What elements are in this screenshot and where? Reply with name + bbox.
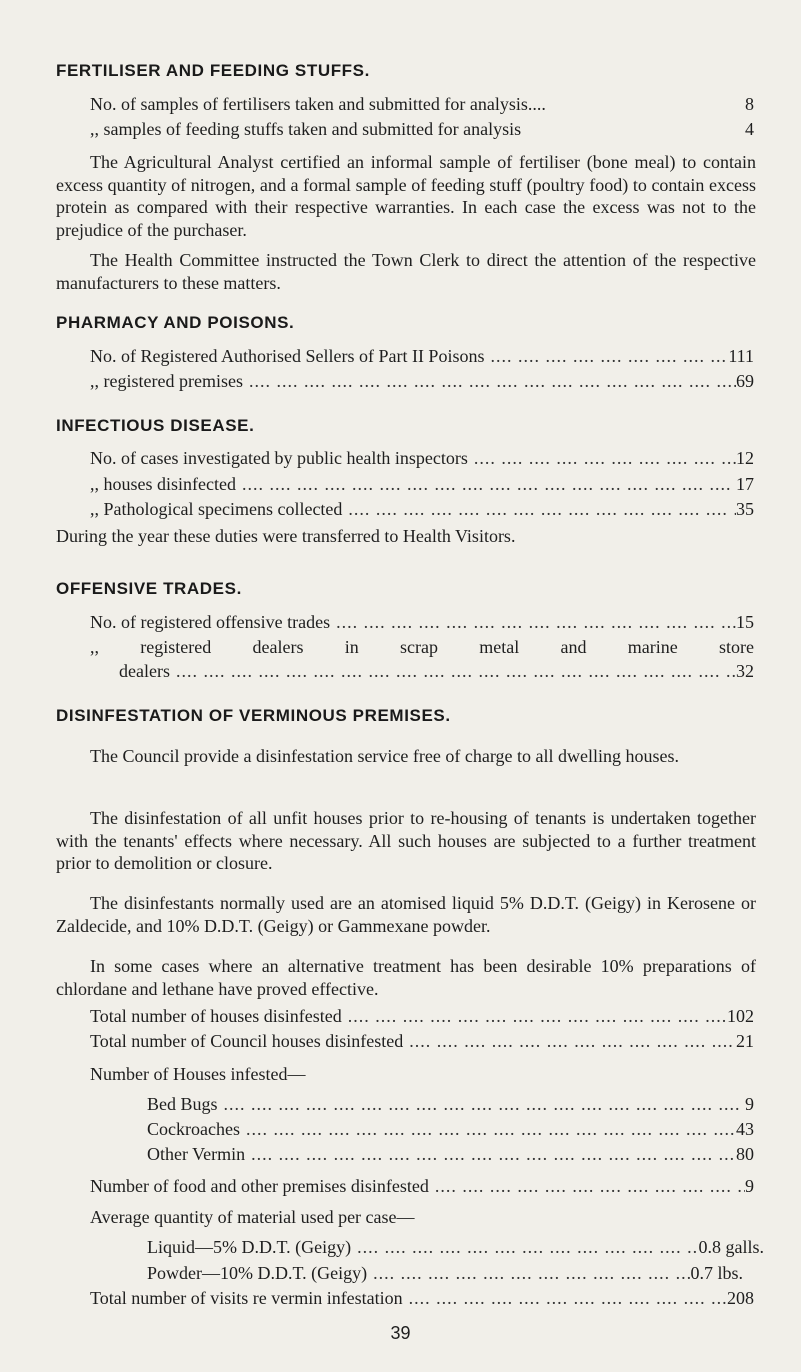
row-value: 69: [736, 371, 754, 391]
row-value: 208: [727, 1288, 754, 1308]
leader-dots: [403, 1287, 727, 1309]
row-scrap-dealers-line1: ,, registered dealers in scrap metal and marine store: [90, 637, 754, 657]
infested-title: Number of Houses infested—: [90, 1064, 306, 1084]
page-number: 39: [390, 1323, 411, 1343]
row-value: 17: [736, 474, 754, 494]
paragraph-analyst: The Agricultural Analyst certified an informal sample of fertiliser (bone meal) to contain excess quantity of nitrogen, and a formal sample of feeding stuff (poultry food) to contain excess protein as compared with their respective warranties. In each case the excess was not to the prejudice of the purchaser.: [56, 152, 756, 240]
row-label: No. of cases investigated by public health inspectors: [90, 448, 468, 468]
leader-dots: [170, 660, 736, 682]
row-label: dealers: [119, 661, 170, 681]
paragraph-service: The Council provide a disinfestation service free of charge to all dwelling houses.: [90, 746, 679, 766]
row-scrap-dealers: [119, 660, 754, 682]
row-other-vermin: [147, 1143, 754, 1165]
row-label: Other Vermin: [147, 1144, 246, 1164]
leader-dots: [240, 1118, 736, 1140]
row-total-houses: [90, 1005, 754, 1027]
row-food-premises: [90, 1175, 754, 1197]
row-value: 9: [745, 1094, 754, 1114]
row-label: ,, houses disinfected: [90, 474, 236, 494]
row-label: No. of registered offensive trades: [90, 612, 331, 632]
row-label: No. of samples of fertilisers taken and submitted for analysis....: [90, 94, 546, 114]
row-value: 0.8 galls.: [698, 1237, 764, 1257]
row-offensive-trades: [90, 611, 754, 633]
row-pathological-specimens: [90, 498, 754, 520]
leader-dots: [468, 447, 736, 469]
heading-pharmacy: PHARMACY AND POISONS.: [56, 313, 295, 332]
row-label: Total number of houses disinfested: [90, 1006, 342, 1026]
row-value: 0.7 lbs.: [690, 1263, 743, 1283]
row-label: Total number of Council houses disinfested: [90, 1031, 404, 1051]
row-powder: [147, 1262, 743, 1284]
row-cockroaches: [147, 1118, 754, 1140]
row-fertiliser-samples: [90, 93, 754, 115]
row-value: 32: [736, 661, 754, 681]
heading-infectious: INFECTIOUS DISEASE.: [56, 416, 255, 435]
row-value: 21: [736, 1031, 754, 1051]
row-cases-investigated: [90, 447, 754, 469]
leader-dots: [429, 1175, 745, 1197]
average-title: Average quantity of material used per case—: [90, 1207, 415, 1227]
heading-disinfestation: DISINFESTATION OF VERMINOUS PREMISES.: [56, 706, 451, 725]
leader-dots: [342, 1005, 727, 1027]
row-value: 9: [745, 1176, 754, 1196]
row-value: 35: [736, 499, 754, 519]
paragraph-unfit-houses: The disinfestation of all unfit houses prior to re-housing of tenants is undertaken together with the tenants' effects where necessary. All such houses are subjected to a further treatment prior to demolition or closure.: [56, 808, 756, 873]
row-value: 111: [728, 346, 754, 366]
row-label: Cockroaches: [147, 1119, 240, 1139]
leader-dots: [484, 345, 728, 367]
row-value: 15: [736, 612, 754, 632]
row-value: 80: [736, 1144, 754, 1164]
paragraph-disinfestants: The disinfestants normally used are an atomised liquid 5% D.D.T. (Geigy) in Kerosene or Zaldecide, and 10% D.D.T. (Geigy) or Gammexane powder.: [56, 893, 756, 936]
row-registered-premises: [90, 370, 754, 392]
row-label: ,, samples of feeding stuffs taken and submitted for analysis: [90, 119, 522, 139]
row-label: Bed Bugs: [147, 1094, 218, 1114]
row-liquid: [147, 1236, 764, 1258]
leader-dots: [243, 370, 736, 392]
leader-dots: [403, 1030, 736, 1052]
heading-offensive: OFFENSIVE TRADES.: [56, 579, 242, 598]
row-value: 12: [736, 448, 754, 468]
row-label: Number of food and other premises disinfested: [90, 1176, 429, 1196]
leader-dots: [342, 498, 736, 520]
heading-fertiliser: FERTILISER AND FEEDING STUFFS.: [56, 61, 370, 80]
leader-dots: [236, 473, 736, 495]
leader-dots: [218, 1093, 745, 1115]
row-label: ,, registered premises: [90, 371, 243, 391]
row-value: 43: [736, 1119, 754, 1139]
row-label: No. of Registered Authorised Sellers of Part II Poisons: [90, 346, 485, 366]
row-label: Total number of visits re vermin infestation: [90, 1288, 403, 1308]
leader-dots: [245, 1143, 736, 1165]
row-value: 8: [745, 94, 754, 114]
leader-dots: [330, 611, 736, 633]
row-visits: [90, 1287, 754, 1309]
row-registered-sellers: [90, 345, 754, 367]
row-label: Powder—10% D.D.T. (Geigy): [147, 1263, 368, 1283]
row-feeding-samples: [90, 118, 754, 140]
leader-dots: [367, 1262, 690, 1284]
row-label: ,, Pathological specimens collected: [90, 499, 343, 519]
leader-dots: [351, 1236, 698, 1258]
paragraph-alternative: In some cases where an alternative treatment has been desirable 10% preparations of chlordane and lethane have proved effective.: [56, 956, 756, 999]
row-value: 4: [745, 119, 754, 139]
row-total-council-houses: [90, 1030, 754, 1052]
note-transferred: During the year these duties were transferred to Health Visitors.: [56, 526, 516, 546]
row-value: 102: [727, 1006, 754, 1026]
row-bed-bugs: [147, 1093, 754, 1115]
row-houses-disinfected: [90, 473, 754, 495]
paragraph-committee: The Health Committee instructed the Town Clerk to direct the attention of the respective manufacturers to these matters.: [56, 250, 756, 293]
row-label: Liquid—5% D.D.T. (Geigy): [147, 1237, 352, 1257]
